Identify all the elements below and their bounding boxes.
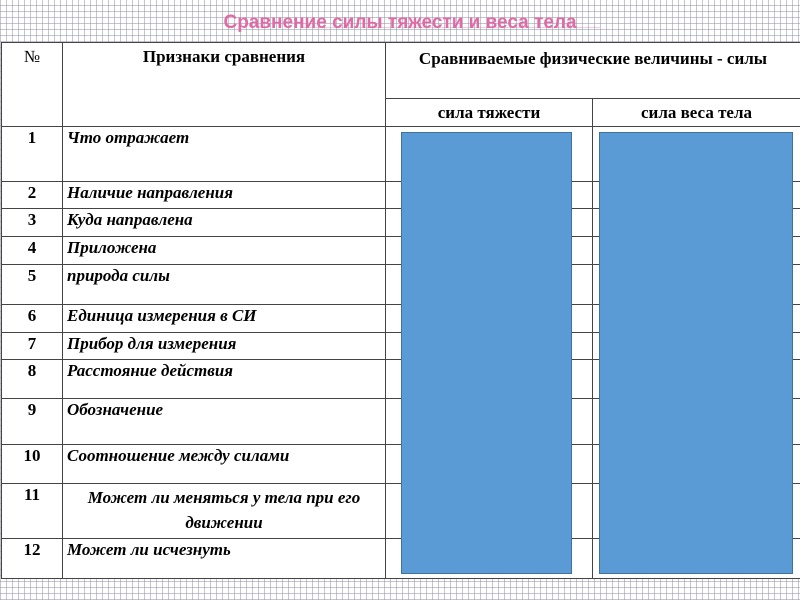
row-sign: Расстояние действия — [63, 360, 386, 399]
header-gravity-force: сила тяжести — [386, 99, 593, 127]
row-sign: Что отражает — [63, 127, 386, 182]
answer-cover-gravity[interactable] — [401, 132, 572, 574]
row-sign: природа силы — [63, 265, 386, 305]
row-sign: Соотношение между силами — [63, 445, 386, 484]
row-number: 6 — [2, 305, 63, 333]
row-number: 7 — [2, 333, 63, 360]
row-sign: Куда направлена — [63, 209, 386, 237]
row-sign: Обозначение — [63, 399, 386, 445]
row-number: 8 — [2, 360, 63, 399]
answer-cover-weight[interactable] — [599, 132, 793, 574]
header-body-weight: сила веса тела — [593, 99, 800, 127]
row-number: 11 — [2, 484, 63, 539]
row-number: 9 — [2, 399, 63, 445]
row-sign: Единица измерения в СИ — [63, 305, 386, 333]
row-number: 1 — [2, 127, 63, 182]
header-signs: Признаки сравнения — [63, 43, 386, 127]
row-number: 4 — [2, 237, 63, 265]
row-sign: Наличие направления — [63, 182, 386, 209]
row-sign: Прибор для измерения — [63, 333, 386, 360]
row-sign: Может ли исчезнуть — [63, 539, 386, 579]
row-sign: Может ли меняться у тела при его движении — [63, 484, 386, 539]
header-number: № — [2, 43, 63, 127]
row-number: 12 — [2, 539, 63, 579]
row-number: 2 — [2, 182, 63, 209]
slide-title: Сравнение силы тяжести и веса тела — [223, 12, 577, 33]
header-row — [2, 43, 800, 99]
row-number: 5 — [2, 265, 63, 305]
row-number: 3 — [2, 209, 63, 237]
row-number: 10 — [2, 445, 63, 484]
row-sign: Приложена — [63, 237, 386, 265]
header-compared-quantities: Сравниваемые физические величины - силы — [386, 43, 800, 99]
title-strike-decoration — [300, 27, 600, 28]
